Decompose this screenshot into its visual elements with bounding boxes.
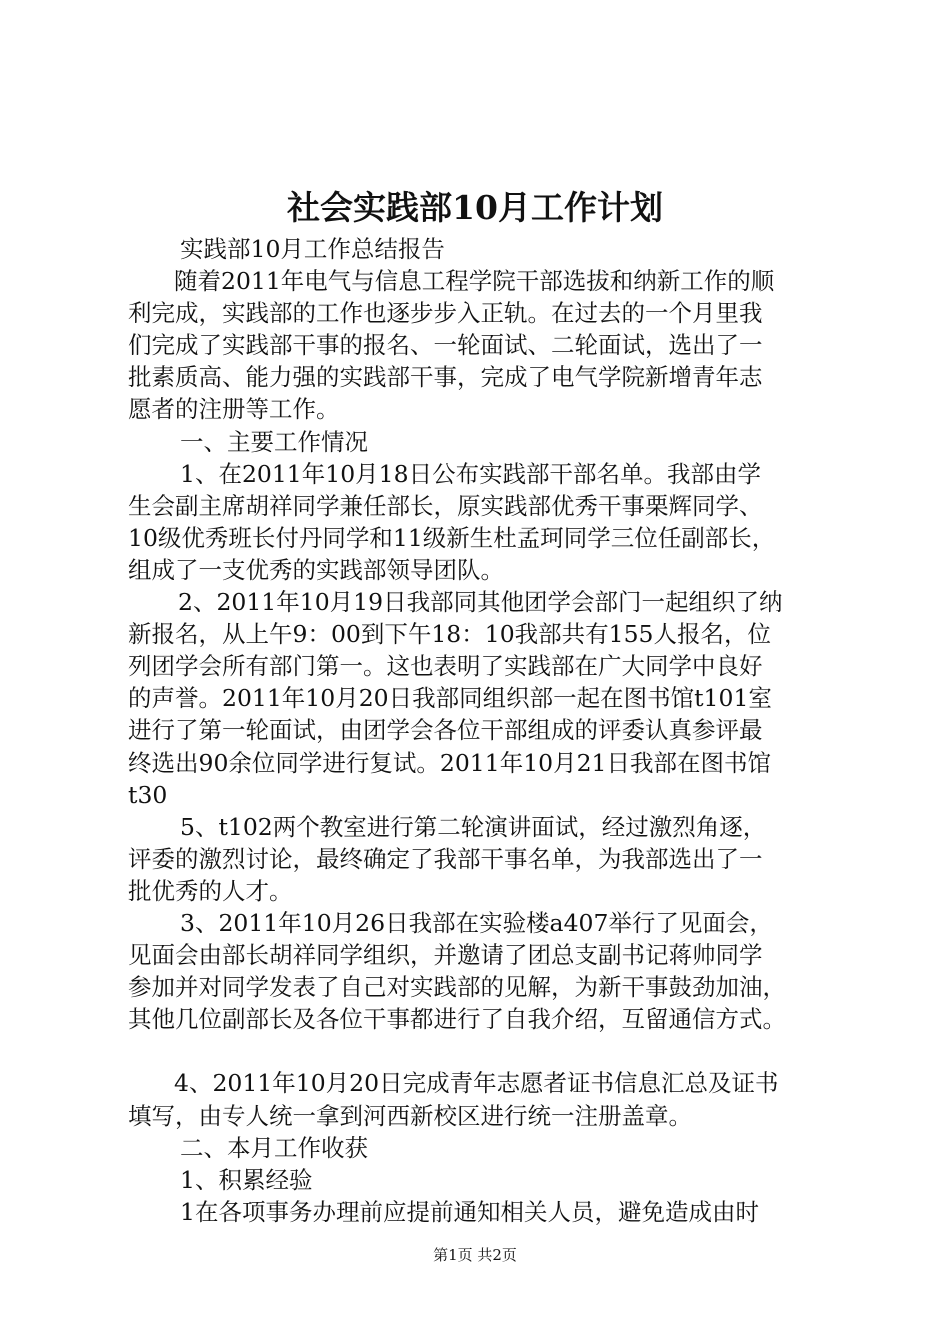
document-title: 社会实践部10月工作计划 [287,188,663,227]
text-line: 组成了一支优秀的实践部领导团队。 [128,555,504,584]
text-line: 5、t102两个教室进行第二轮演讲面试，经过激烈角逐， [180,812,767,841]
text-line: 填写，由专人统一拿到河西新校区进行统一注册盖章。 [128,1101,692,1130]
text-line: 二、本月工作收获 [180,1133,368,1162]
text-line: 愿者的注册等工作。 [128,395,340,424]
text-line: 批优秀的人才。 [128,876,293,905]
text-line: 利完成，实践部的工作也逐步步入正轨。在过去的一个月里我 [128,299,763,328]
text-line: 新报名，从上午9：00到下午18：10我部共有155人报名，位 [128,620,772,649]
text-line: 3、2011年10月26日我部在实验楼a407举行了见面会， [180,908,773,937]
text-line: 们完成了实践部干事的报名、一轮面试、二轮面试，选出了一 [128,331,763,360]
text-line: 10级优秀班长付丹同学和11级新生杜孟珂同学三位任副部长， [128,523,776,552]
text-line: 1在各项事务办理前应提前通知相关人员，避免造成由时 [180,1197,759,1226]
text-line: 其他几位副部长及各位干事都进行了自我介绍，互留通信方式。 [128,1005,786,1034]
text-line: 1、在2011年10月18日公布实践部干部名单。我部由学 [180,459,762,488]
text-line: 2、2011年10月19日我部同其他团学会部门一起组织了纳 [178,588,783,617]
text-line: 进行了第一轮面试，由团学会各位干部组成的评委认真参评最 [128,716,763,745]
text-line [128,1035,848,1067]
text-line: 1、积累经验 [180,1165,313,1194]
text-line: 列团学会所有部门第一。这也表明了实践部在广大同学中良好 [128,652,763,681]
document-body [128,233,848,1228]
text-line: 参加并对同学发表了自己对实践部的见解，为新干事鼓劲加油， [128,973,786,1002]
text-line: t30 [128,780,168,809]
page-footer: 第1页 共2页 [433,1246,517,1264]
text-line: 的声誉。2011年10月20日我部同组织部一起在图书馆t101室 [128,684,772,713]
text-line: 批素质高、能力强的实践部干事，完成了电气学院新增青年志 [128,363,763,392]
text-line: 一、主要工作情况 [180,427,368,456]
text-line: 终选出90余位同学进行复试。2011年10月21日我部在图书馆 [128,748,772,777]
text-line: 4、2011年10月20日完成青年志愿者证书信息汇总及证书 [174,1069,779,1098]
text-line: 见面会由部长胡祥同学组织，并邀请了团总支副书记蒋帅同学 [128,941,763,970]
text-line: 生会副主席胡祥同学兼任部长，原实践部优秀干事栗辉同学、 [128,491,763,520]
text-line: 评委的激烈讨论，最终确定了我部干事名单，为我部选出了一 [128,844,763,873]
text-line: 实践部10月工作总结报告 [180,235,445,263]
text-line: 随着2011年电气与信息工程学院干部选拔和纳新工作的顺 [174,267,775,296]
